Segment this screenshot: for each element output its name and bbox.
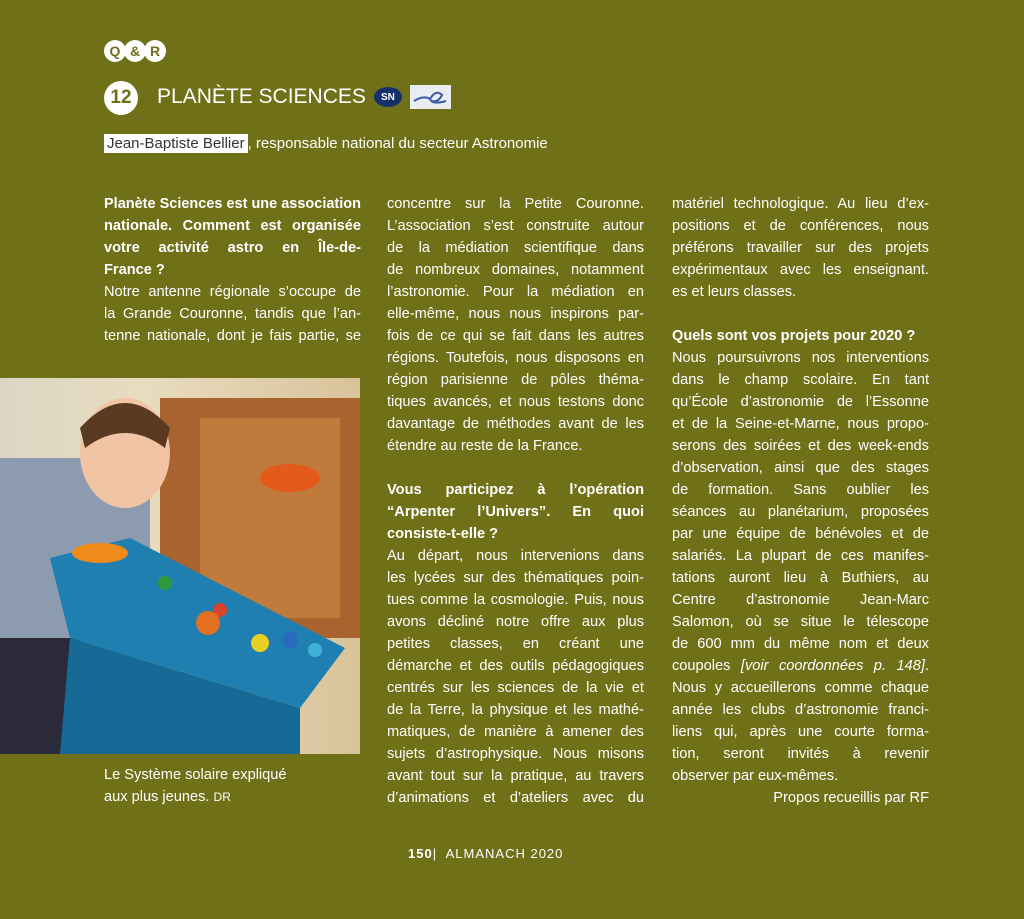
line-wrapper: [104, 193, 361, 215]
line-wrapper: [672, 369, 929, 391]
line-wrapper: [672, 501, 929, 523]
text-line: séances au planétarium, proposées: [672, 504, 929, 520]
caption-line: Le Système solaire expliqué: [104, 767, 287, 783]
line-wrapper: [104, 303, 361, 325]
text-line: et de la Seine-et-Marne, nous propo-: [672, 416, 930, 432]
text-line: tiques avancés, et nous testons donc: [387, 394, 644, 410]
line-wrapper: [672, 479, 929, 501]
text-line: concentre sur la Petite Couronne.: [387, 196, 644, 212]
line-wrapper: [672, 633, 929, 655]
line-wrapper: [672, 589, 929, 611]
line-wrapper: [387, 787, 644, 809]
line-wrapper: [387, 369, 644, 391]
text-line: expérimentaux avec les enseignant.: [672, 262, 929, 278]
text-line: tations auront lieu à Buthiers, au: [672, 570, 930, 586]
text-line: de la Terre, la physique et les mathé-: [387, 702, 644, 718]
text-line: avons décliné notre offre aux plus: [387, 614, 645, 630]
line-wrapper: [104, 259, 361, 281]
text-line: elle-même, nous nous inspirons par-: [387, 306, 645, 322]
text-line: observer par eux-mêmes.: [672, 768, 839, 784]
line-wrapper: [387, 479, 644, 501]
line-wrapper: [387, 237, 644, 259]
line-wrapper: [387, 655, 644, 677]
line-wrapper: [672, 391, 929, 413]
line-wrapper: [387, 391, 644, 413]
page-reference: [voir coordonnées p. 148]: [740, 658, 925, 674]
text-line: démarche et des outils pédagogiques: [387, 658, 644, 674]
text-line: matiques, de manière à amener des: [387, 724, 644, 740]
line-wrapper: [672, 523, 929, 545]
line-wrapper: [387, 347, 644, 369]
text-line: les lycées sur des thématiques poin-: [387, 570, 645, 586]
text-line: es et leurs classes.: [672, 284, 797, 300]
line-wrapper: [387, 677, 644, 699]
column-1: [104, 193, 361, 347]
qr-letter: R: [144, 40, 166, 62]
page-number: 150: [408, 846, 433, 861]
text-line: avant tout sur la pratique, au travers: [387, 768, 644, 784]
line-wrapper: [387, 259, 644, 281]
sn-logo: SN: [374, 87, 402, 107]
text-line: d’observation, ainsi que des stages: [672, 460, 929, 476]
question-line: consiste-t-elle ?: [387, 526, 499, 542]
text-line: fois de ce qui se fait dans les autres: [387, 328, 644, 344]
text-line: d’animations et d’ateliers avec du: [387, 790, 644, 806]
line-wrapper: [387, 721, 644, 743]
spacer: [387, 457, 644, 479]
line-wrapper: [672, 677, 929, 699]
line-wrapper: [387, 281, 644, 303]
line-wrapper: [387, 325, 644, 347]
question-line: “Arpenter l’Univers”. En quoi: [387, 504, 644, 520]
text-line: étendre au reste de la France.: [387, 438, 583, 454]
line-wrapper: [672, 435, 929, 457]
line-wrapper: [387, 567, 644, 589]
line-wrapper: [672, 611, 929, 633]
qr-letter: &: [124, 40, 146, 62]
photo-solar-system-kid: [0, 378, 360, 754]
qr-letter: Q: [104, 40, 126, 62]
line-wrapper: [387, 611, 644, 633]
text-line: la Grande Couronne, tandis que l’an-: [104, 306, 361, 322]
question-line: votre activité astro en Île-de-: [104, 240, 361, 256]
text-line: petites classes, en créant une: [387, 636, 644, 652]
line-wrapper: [672, 787, 929, 809]
line-wrapper: [672, 545, 929, 567]
text-line: dans le champ scolaire. En tant: [672, 372, 930, 388]
line-wrapper: [104, 281, 361, 303]
text-line: année les clubs d’astronomie franci-: [672, 702, 929, 718]
line-wrapper: [387, 501, 644, 523]
photo-credit: DR: [213, 790, 231, 804]
line-wrapper: [672, 699, 929, 721]
line-wrapper: [387, 303, 644, 325]
question-line: nationale. Comment est organisée: [104, 218, 361, 234]
text-line: préférons travailler sur des projets: [672, 240, 929, 256]
question-line: France ?: [104, 262, 165, 278]
text-line: Nous poursuivrons nos interventions: [672, 350, 929, 366]
section-title: PLANÈTE SCIENCES: [157, 85, 366, 108]
text-line: Nous y accueillerons comme chaque: [672, 680, 930, 696]
text-line: tenne nationale, dont je fais partie, se: [104, 328, 361, 344]
text-line: de la médiation scientifique dans: [387, 240, 644, 256]
text-line: serons des soirées et des week-ends: [672, 438, 929, 454]
text-line: de formation. Sans oublier les: [672, 482, 929, 498]
text-line: liens qui, après une courte forma-: [672, 724, 929, 740]
line-wrapper: [104, 325, 361, 347]
text-line: Salomon, où se situe le télescope: [672, 614, 929, 630]
line-wrapper: [387, 193, 644, 215]
line-wrapper: [387, 633, 644, 655]
section-header: [157, 84, 451, 110]
qr-badge: [104, 40, 164, 62]
text-line: davantage de méthodes avant de les: [387, 416, 645, 432]
author-line: [104, 135, 548, 152]
line-wrapper: [387, 699, 644, 721]
line-wrapper: [672, 347, 929, 369]
line-wrapper: [672, 413, 929, 435]
text-line: Centre d’astronomie Jean-Marc: [672, 592, 929, 608]
text-line: de 600 mm du même nom et deux: [672, 636, 929, 652]
line-wrapper: [387, 743, 644, 765]
line-wrapper: [672, 567, 929, 589]
text-line: tues comme la cosmologie. Puis, nous: [387, 592, 644, 608]
line-wrapper: [387, 435, 644, 457]
text-line: régions. Toutefois, nous disposons en: [387, 350, 645, 366]
text-line: salariés. La plupart de ces manifes-: [672, 548, 930, 564]
text-line: coupoles [voir coordonnées p. 148].: [672, 658, 929, 674]
line-wrapper: [387, 545, 644, 567]
text-line: Notre antenne régionale s’occupe de: [104, 284, 362, 300]
line-wrapper: [672, 743, 929, 765]
line-wrapper: [672, 655, 929, 677]
text-line: qu’École d’astronomie de l’Essonne: [672, 394, 929, 410]
line-wrapper: [104, 215, 361, 237]
text-line: matériel technologique. Au lieu d’ex-: [672, 196, 929, 212]
author-role: , responsable national du secteur Astronomie: [247, 135, 548, 152]
line-wrapper: [387, 413, 644, 435]
line-wrapper: [672, 721, 929, 743]
line-wrapper: [672, 457, 929, 479]
line-wrapper: [672, 325, 929, 347]
text-line: par une équipe de bénévoles et de: [672, 526, 929, 542]
line-wrapper: [672, 259, 929, 281]
line-wrapper: [672, 193, 929, 215]
spacer: [672, 303, 929, 325]
page-footer: [408, 846, 563, 861]
line-wrapper: [387, 523, 644, 545]
question-line: Vous participez à l’opération: [387, 482, 644, 498]
text-line: région parisienne de pôles théma-: [387, 372, 644, 388]
text-line: tion, seront invités à revenir: [672, 746, 930, 762]
line-wrapper: [672, 765, 929, 787]
line-wrapper: [672, 215, 929, 237]
author-name: Jean-Baptiste Bellier: [104, 134, 248, 153]
line-wrapper: [387, 215, 644, 237]
text-line: positions et de conférences, nous: [672, 218, 929, 234]
text-line: l’astronomie. Pour la médiation en: [387, 284, 645, 300]
line-wrapper: [104, 237, 361, 259]
line-wrapper: [387, 589, 644, 611]
school-logo: [410, 85, 451, 109]
text-line: Propos recueillis par RF: [773, 790, 929, 806]
caption-line: aux plus jeunes.: [104, 789, 210, 805]
text-line: de nombreux domaines, notamment: [387, 262, 644, 278]
column-2: [387, 193, 644, 809]
text-line: centrés sur les sciences de la vie et: [387, 680, 644, 696]
line-wrapper: [672, 281, 929, 303]
section-number: 12: [104, 81, 138, 115]
line-wrapper: [387, 765, 644, 787]
text-line: Au départ, nous intervenions dans: [387, 548, 645, 564]
text-line: sujets d’astrophysique. Nous misons: [387, 746, 644, 762]
photo-caption: [104, 764, 287, 808]
publication-name: ALMANACH 2020: [445, 846, 564, 861]
question-line: Quels sont vos projets pour 2020 ?: [672, 328, 916, 344]
text-line: L’association s’est construite autour: [387, 218, 644, 234]
column-3: [672, 193, 929, 809]
question-line: Planète Sciences est une association: [104, 196, 361, 212]
line-wrapper: [672, 237, 929, 259]
footer-separator: |: [432, 846, 438, 861]
